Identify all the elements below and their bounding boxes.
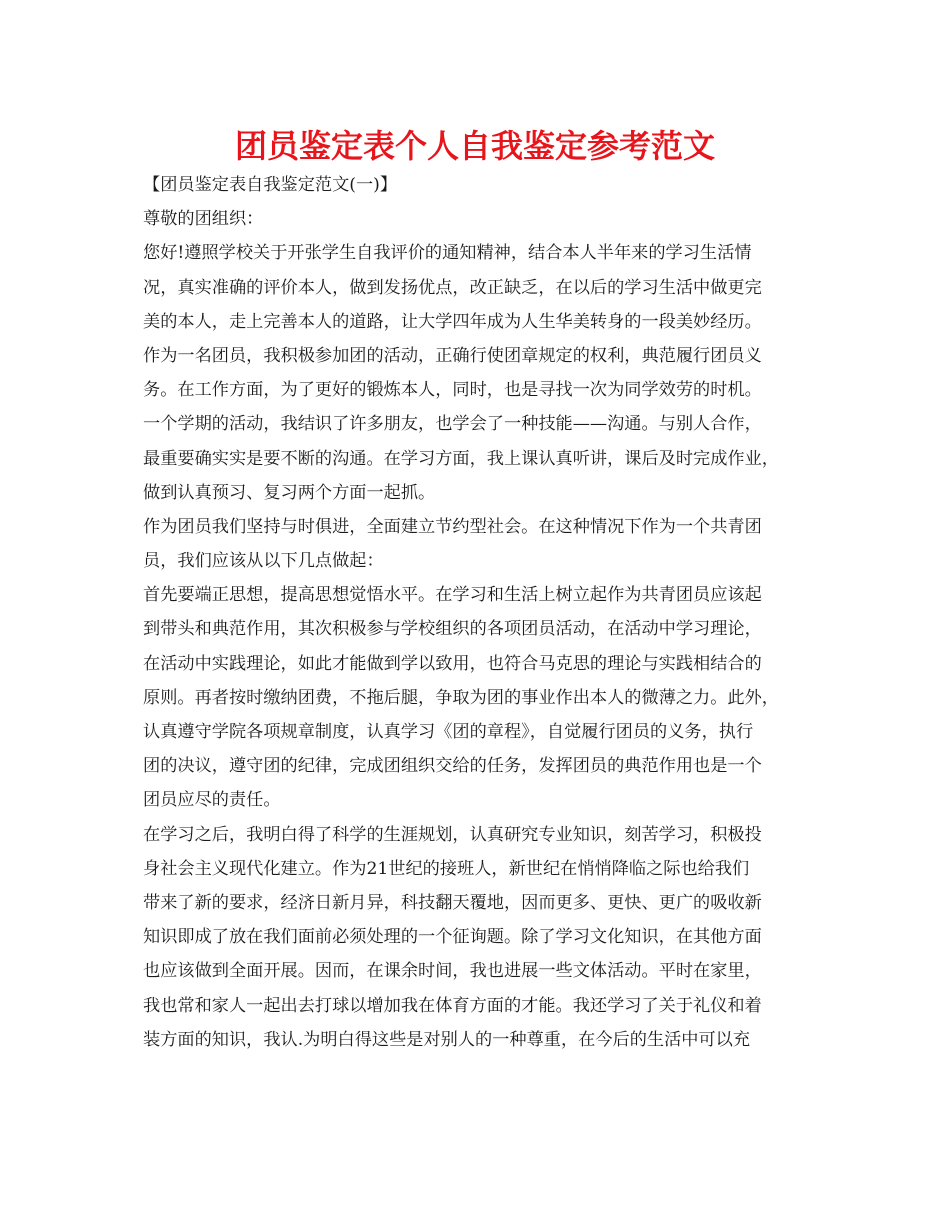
body-line: 带来了新的要求，经济日新月异，科技翻天覆地，因而更多、更快、更广的吸收新 bbox=[143, 892, 762, 913]
body-line: 身社会主义现代化建立。作为21世纪的接班人，新世纪在悄悄降临之际也给我们 bbox=[143, 858, 750, 879]
body-line: 作为一名团员，我积极参加团的活动，正确行使团章规定的权利，典范履行团员义 bbox=[143, 345, 762, 366]
body-line: 到带头和典范作用，其次积极参与学校组织的各项团员活动，在活动中学习理论， bbox=[143, 619, 762, 640]
body-line: 知识即成了放在我们面前必须处理的一个征询题。除了学习文化知识，在其他方面 bbox=[143, 927, 762, 948]
body-line: 在活动中实践理论，如此才能做到学以致用，也符合马克思的理论与实践相结合的 bbox=[143, 653, 762, 674]
body-line: 您好!遵照学校关于开张学生自我评价的通知精神，结合本人半年来的学习生活情 bbox=[143, 243, 752, 264]
body-line: 首先要端正思想，提高思想觉悟水平。在学习和生活上树立起作为共青团员应该起 bbox=[143, 585, 762, 606]
body-line: 一个学期的活动，我结识了许多朋友，也学会了一种技能——沟通。与别人合作， bbox=[143, 414, 762, 435]
body-line: 在学习之后，我明白得了科学的生涯规划，认真研究专业知识，刻苦学习，积极投 bbox=[143, 824, 762, 845]
body-line: 团的决议，遵守团的纪律，完成团组织交给的任务，发挥团员的典范作用也是一个 bbox=[143, 756, 762, 777]
body-line: 【团员鉴定表自我鉴定范文(一)】 bbox=[143, 175, 398, 195]
body-line: 也应该做到全面开展。因而，在课余时间，我也进展一些文体活动。平时在家里， bbox=[143, 961, 762, 982]
body-line: 原则。再者按时缴纳团费，不拖后腿，争取为团的事业作出本人的微薄之力。此外， bbox=[143, 687, 779, 708]
body-line: 美的本人，走上完善本人的道路，让大学四年成为人生华美转身的一段美妙经历。 bbox=[143, 311, 762, 332]
body-line: 装方面的知识，我认.为明白得这些是对别人的一种尊重，在今后的生活中可以充 bbox=[143, 1029, 751, 1050]
body-line: 作为团员我们坚持与时俱进，全面建立节约型社会。在这种情况下作为一个共青团 bbox=[143, 516, 762, 537]
body-line: 尊敬的团组织： bbox=[143, 209, 264, 230]
body-line: 认真遵守学院各项规章制度，认真学习《团的章程》，自觉履行团员的义务，执行 bbox=[143, 722, 754, 742]
body-line: 做到认真预习、复习两个方面一起抓。 bbox=[143, 482, 436, 503]
body-line: 我也常和家人一起出去打球以增加我在体育方面的才能。我还学习了关于礼仪和着 bbox=[143, 995, 762, 1016]
document-title: 团员鉴定表个人自我鉴定参考范文 bbox=[234, 127, 715, 165]
body-line: 员，我们应该从以下几点做起： bbox=[143, 551, 384, 572]
body-line: 最重要确实实是要不断的沟通。在学习方面，我上课认真听讲，课后及时完成作业， bbox=[143, 448, 779, 469]
body-line: 团员应尽的责任。 bbox=[143, 790, 281, 811]
body-line: 况，真实准确的评价本人，做到发扬优点，改正缺乏，在以后的学习生活中做更完 bbox=[143, 277, 762, 298]
document-body bbox=[143, 168, 823, 1057]
body-line: 务。在工作方面，为了更好的锻炼本人，同时，也是寻找一次为同学效劳的时机。 bbox=[143, 380, 762, 401]
